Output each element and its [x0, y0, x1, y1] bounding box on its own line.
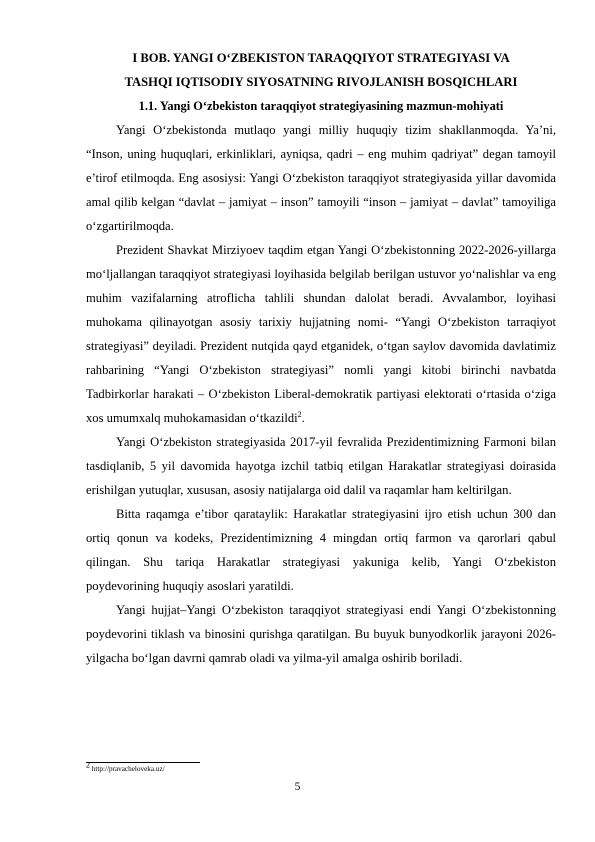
paragraph-5: Yangi hujjat–Yangi O‘zbekiston taraqqiyot strategiyasi endi Yangi O‘zbekistonning poydevorini tiklash va binosini qurishga qaratilgan. Bu buyuk bunyodkorlik jarayoni 2026-yilgacha bo‘lgan davrni qamrab oladi va yilma-yil amalga oshirib boriladi. — [86, 603, 556, 665]
footnote-divider — [86, 762, 200, 763]
page-number: 5 — [294, 781, 301, 793]
page-content — [86, 46, 556, 670]
paragraph-2-end: . — [301, 411, 305, 425]
chapter-title-line-2: TASHQI IQTISODIY SIYOSATNING RIVOJLANISH BOSQICHLARI — [124, 75, 518, 89]
footnote-link[interactable]: http://pravacheloveka.uz/ — [91, 765, 165, 773]
footnote — [86, 760, 165, 774]
paragraph-1: Yangi O‘zbekistonda mutlaqo yangi milliy huquqiy tizim shakllanmoqda. Ya’ni, “Inson, uning huquqlari, erkinliklari, ayniqsa, qadri – eng muhim qadriyat” degan tamoyil e’tirof etilmoqda. Eng asosiysi: Yangi O‘zbekiston taraqqiyot strategiyasida yillar davomida amal qilib kelgan “davlat – jamiyat – inson” tamoyili “inson – jamiyat – davlat” tamoyiliga o‘zgartirilmoqda. — [86, 123, 556, 233]
paragraph-2 — [86, 238, 556, 430]
footnote-number: 2 — [86, 760, 90, 770]
section-title: 1.1. Yangi O‘zbekiston taraqqiyot strategiyasining mazmun-mohiyati — [138, 99, 504, 113]
chapter-title-line-1: I BOB. YANGI O‘ZBEKISTON TARAQQIYOT STRATEGIYASI VA — [132, 51, 510, 65]
footnote-reference[interactable]: 2 — [297, 409, 302, 419]
paragraph-2-text: Prezident Shavkat Mirziyoev taqdim etgan Yangi O‘zbekistonning 2022-2026-yillarga mo‘ljallangan taraqqiyot strategiyasi loyihasida belgilab berilgan ustuvor yo‘nalishlar va eng muhim vazifalarning atroflicha tahlili shundan dalolat beradi. Avvalambor, loyihasi muhokama qilinayotgan asosiy tarixiy hujjatning nomi- “Yangi O‘zbekiston tarraqiyot strategiyasi” deyiladi. Prezident nutqida qayd etganidek, o‘tgan saylov davomida davlatimiz rahbarining “Yangi O‘zbekiston strategiyasi” nomli yangi kitobi birinchi navbatda Tadbirkorlar harakati – O‘zbekiston Liberal-demokratik partiyasi elektorati o‘rtasida o‘ziga xos umumxalq muhokamasidan o‘tkazildi — [86, 243, 556, 425]
paragraph-3: Yangi O‘zbekiston strategiyasida 2017-yil fevralida Prezidentimizning Farmoni bilan tasdiqlanib, 5 yil davomida hayotga izchil tatbiq etilgan Harakatlar strategiyasi doirasida erishilgan yutuqlar, xususan, asosiy natijalarga oid dalil va raqamlar ham keltirilgan. — [86, 435, 556, 497]
paragraph-4: Bitta raqamga e’tibor qarataylik: Harakatlar strategiyasini ijro etish uchun 300 dan ortiq qonun va kodeks, Prezidentimizning 4 mingdan ortiq farmon va qarorlari qabul qilingan. Shu tariqa Harakatlar strategiyasi yakuniga kelib, Yangi O‘zbekiston poydevorining huquqiy asoslari yaratildi. — [86, 507, 556, 593]
